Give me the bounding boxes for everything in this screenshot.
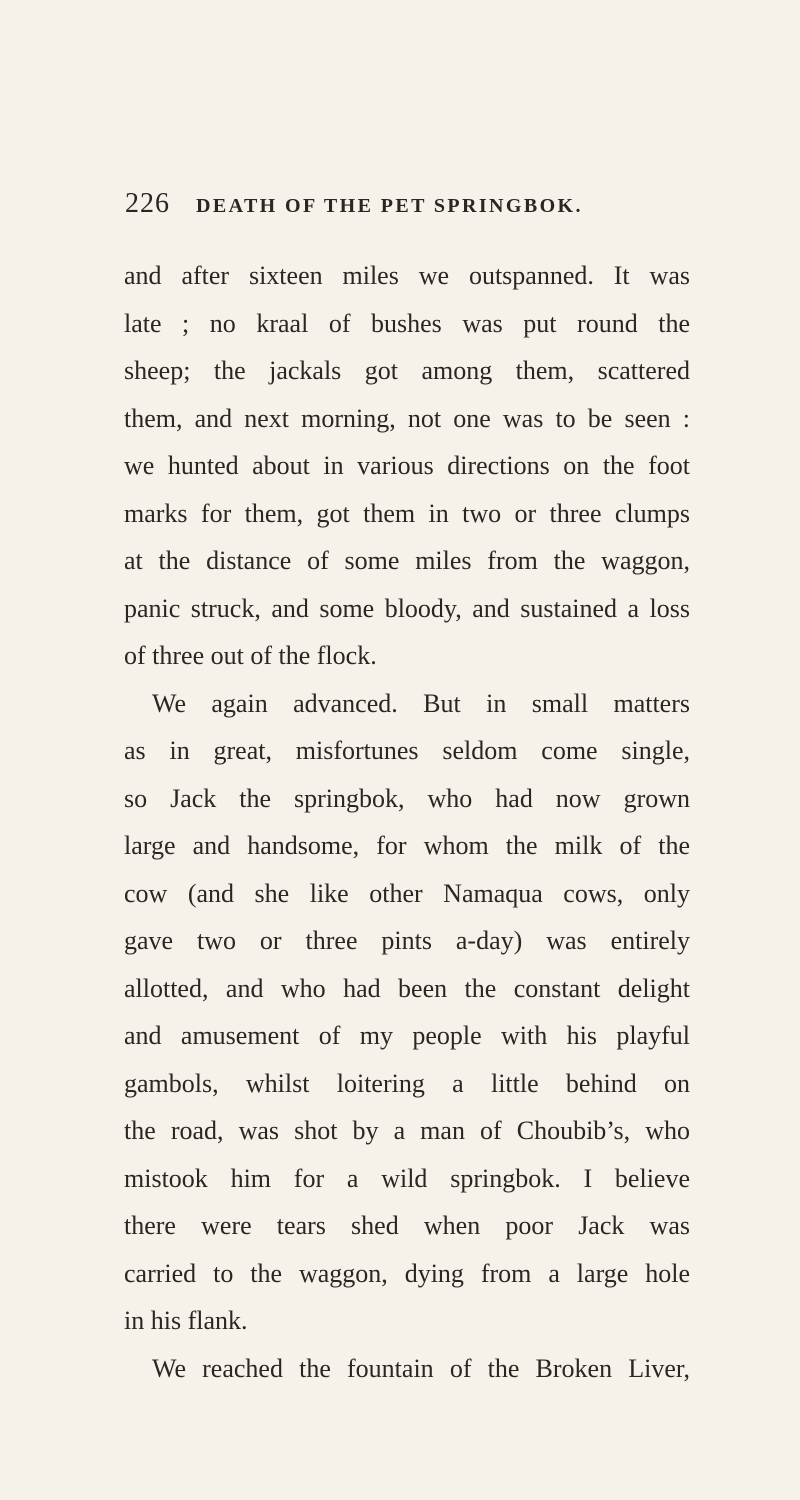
text-line: mistook him for a wild springbok. I believe	[124, 1163, 690, 1193]
text-line: We again advanced. But in small matters	[152, 688, 690, 718]
page-number: 226	[125, 188, 170, 219]
text-line: gambols, whilst loitering a little behind on	[124, 1068, 690, 1098]
text-line: late ; no kraal of bushes was put round the	[124, 308, 690, 338]
running-head	[125, 188, 685, 228]
text-line: marks for them, got them in two or three clumps	[124, 498, 690, 528]
text-line: carried to the waggon, dying from a large hole	[124, 1258, 690, 1288]
text-line: sheep; the jackals got among them, scattered	[124, 356, 690, 385]
text-line: cow (and she like other Namaqua cows, only	[124, 878, 690, 908]
text-line: of three out of the flock.	[124, 641, 377, 670]
text-line: We reached the fountain of the Broken Liver,	[152, 1353, 690, 1383]
text-line: in his flank.	[124, 1306, 248, 1335]
text-line: large and handsome, for whom the milk of the	[124, 831, 690, 860]
text-line: so Jack the springbok, who had now grown	[124, 783, 690, 813]
text-line: them, and next morning, not one was to be seen :	[124, 403, 690, 433]
text-line: we hunted about in various directions on the foot	[124, 451, 690, 480]
text-line: the road, was shot by a man of Choubib’s, who	[124, 1116, 690, 1145]
text-line: at the distance of some miles from the waggon,	[124, 546, 690, 575]
text-line: gave two or three pints a-day) was entirely	[124, 926, 690, 955]
chapter-heading: DEATH OF THE PET SPRINGBOK.	[196, 195, 583, 217]
text-line: and amusement of my people with his playful	[124, 1021, 690, 1050]
text-line: there were tears shed when poor Jack was	[124, 1211, 690, 1240]
text-line: and after sixteen miles we outspanned. It was	[124, 261, 690, 290]
text-line: as in great, misfortunes seldom come single,	[124, 736, 690, 765]
text-line: panic struck, and some bloody, and sustained a loss	[124, 593, 690, 623]
text-line: allotted, and who had been the constant delight	[124, 973, 690, 1003]
body-text	[124, 252, 690, 1392]
